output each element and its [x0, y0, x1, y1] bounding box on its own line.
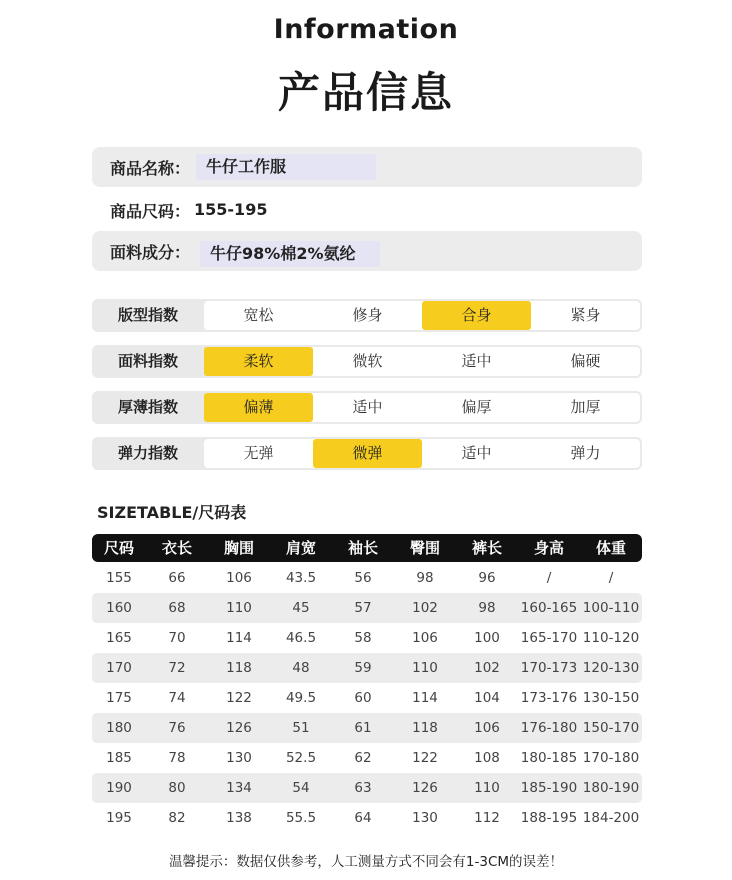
table-cell: 59: [354, 660, 372, 676]
title-english: Information: [273, 14, 459, 45]
table-cell: 176-180: [520, 720, 578, 736]
table-cell: 165: [106, 630, 132, 646]
table-cell: 104: [474, 690, 500, 706]
table-row: [92, 593, 642, 623]
table-cell: 185: [106, 750, 132, 766]
table-cell: 62: [354, 750, 372, 766]
product-size-label: 商品尺码：: [110, 201, 191, 221]
table-cell: 66: [168, 570, 186, 586]
table-cell: 64: [354, 810, 372, 826]
index-option-selected: 合身: [422, 301, 531, 330]
table-cell: 106: [226, 570, 252, 586]
table-row: [92, 653, 642, 683]
table-cell: 190: [106, 780, 132, 796]
table-cell: 155: [106, 570, 132, 586]
size-table: [92, 534, 642, 833]
table-row: [92, 623, 642, 653]
table-cell: 130: [226, 750, 252, 766]
index-label: 厚薄指数: [117, 398, 178, 416]
table-cell: 160: [106, 600, 132, 616]
table-cell: 180-185: [520, 750, 578, 766]
table-cell: 110: [474, 780, 500, 796]
table-cell: 170: [106, 660, 132, 676]
size-table-title: SIZETABLE/尺码表: [97, 503, 247, 522]
table-cell: 110: [412, 660, 438, 676]
table-row: [92, 803, 642, 833]
info-row-name: [92, 147, 642, 187]
table-cell: 100: [474, 630, 500, 646]
table-cell: 110-120: [582, 630, 640, 646]
index-label: 版型指数: [117, 306, 178, 324]
table-row: [92, 713, 642, 743]
index-row: [92, 437, 642, 470]
table-cell: 118: [412, 720, 438, 736]
table-cell: 150-170: [582, 720, 640, 736]
table-row: [92, 773, 642, 803]
table-cell: 98: [416, 570, 434, 586]
table-cell: 126: [226, 720, 252, 736]
table-cell: /: [546, 570, 552, 586]
index-option: 适中: [461, 352, 492, 370]
table-header-cell: 身高: [533, 539, 564, 557]
table-cell: 188-195: [520, 810, 578, 826]
table-cell: 80: [168, 780, 186, 796]
index-options: [204, 301, 640, 330]
table-cell: 106: [474, 720, 500, 736]
table-header: [92, 534, 642, 562]
table-cell: 114: [226, 630, 252, 646]
index-option: 偏厚: [461, 398, 492, 416]
table-cell: 195: [106, 810, 132, 826]
table-cell: 170-173: [520, 660, 578, 676]
index-option: 无弹: [243, 444, 274, 462]
table-cell: 110: [226, 600, 252, 616]
table-cell: 118: [226, 660, 252, 676]
table-cell: 126: [412, 780, 438, 796]
table-cell: 160-165: [520, 600, 578, 616]
table-cell: 170-180: [582, 750, 640, 766]
table-cell: 70: [168, 630, 186, 646]
table-cell: 180: [106, 720, 132, 736]
table-cell: 130: [412, 810, 438, 826]
table-cell: 96: [478, 570, 496, 586]
title-chinese: 产品信息: [277, 68, 454, 117]
table-header-cell: 胸围: [223, 539, 254, 557]
table-cell: 185-190: [520, 780, 578, 796]
table-cell: 102: [474, 660, 500, 676]
table-cell: 72: [168, 660, 186, 676]
index-option: 宽松: [243, 306, 274, 324]
table-cell: 49.5: [285, 690, 317, 706]
table-row: [92, 563, 642, 593]
index-options: [204, 393, 640, 422]
index-option: 修身: [352, 306, 383, 324]
product-name-label: 商品名称：: [110, 158, 191, 178]
product-name-value: 牛仔工作服: [196, 154, 376, 180]
table-cell: 108: [474, 750, 500, 766]
table-cell: /: [608, 570, 614, 586]
table-cell: 74: [168, 690, 186, 706]
info-row-size: [92, 190, 642, 230]
table-body: [92, 563, 642, 833]
table-header-cell: 肩宽: [285, 539, 316, 557]
table-cell: 57: [354, 600, 372, 616]
table-header-cell: 衣长: [161, 539, 192, 557]
table-cell: 102: [412, 600, 438, 616]
index-row: [92, 391, 642, 424]
index-option-selected: 柔软: [204, 347, 313, 376]
index-option-selected: 微弹: [313, 439, 422, 468]
table-header-cell: 臀围: [409, 539, 440, 557]
index-label: 弹力指数: [117, 444, 178, 462]
table-cell: 78: [168, 750, 186, 766]
index-option: 弹力: [570, 444, 601, 462]
table-cell: 134: [226, 780, 252, 796]
index-option: 适中: [461, 444, 492, 462]
product-size-value: 155-195: [194, 200, 268, 219]
table-cell: 46.5: [285, 630, 317, 646]
table-cell: 173-176: [520, 690, 578, 706]
table-cell: 122: [412, 750, 438, 766]
table-cell: 120-130: [582, 660, 640, 676]
index-row: [92, 345, 642, 378]
index-row: [92, 299, 642, 332]
table-cell: 52.5: [285, 750, 317, 766]
table-cell: 98: [478, 600, 496, 616]
table-cell: 51: [292, 720, 310, 736]
table-cell: 56: [354, 570, 372, 586]
footnote: 温馨提示：数据仅供参考，人工测量方式不同会有1-3CM的误差！: [168, 854, 564, 870]
table-cell: 165-170: [520, 630, 578, 646]
table-row: [92, 743, 642, 773]
table-cell: 48: [292, 660, 310, 676]
table-header-cell: 体重: [595, 539, 626, 557]
table-cell: 55.5: [285, 810, 317, 826]
table-cell: 82: [168, 810, 186, 826]
table-cell: 76: [168, 720, 186, 736]
index-options: [204, 347, 640, 376]
fabric-label: 面料成分：: [110, 242, 191, 262]
table-cell: 54: [292, 780, 310, 796]
table-cell: 184-200: [582, 810, 640, 826]
index-options: [204, 439, 640, 468]
table-cell: 58: [354, 630, 372, 646]
table-cell: 63: [354, 780, 372, 796]
index-option-selected: 偏薄: [204, 393, 313, 422]
table-cell: 114: [412, 690, 438, 706]
table-cell: 122: [226, 690, 252, 706]
index-option: 偏硬: [570, 352, 601, 370]
table-cell: 175: [106, 690, 132, 706]
index-option: 适中: [352, 398, 383, 416]
table-cell: 68: [168, 600, 186, 616]
table-cell: 106: [412, 630, 438, 646]
index-option: 紧身: [570, 306, 601, 324]
table-cell: 61: [354, 720, 372, 736]
table-cell: 138: [226, 810, 252, 826]
table-cell: 180-190: [582, 780, 640, 796]
table-cell: 43.5: [285, 570, 317, 586]
index-label: 面料指数: [117, 352, 178, 370]
index-option: 微软: [352, 352, 383, 370]
fabric-value: 牛仔98%棉2%氨纶: [200, 241, 380, 267]
table-header-cell: 袖长: [347, 539, 378, 557]
index-option: 加厚: [570, 398, 601, 416]
table-cell: 100-110: [582, 600, 640, 616]
table-cell: 112: [474, 810, 500, 826]
table-row: [92, 683, 642, 713]
table-header-cell: 尺码: [103, 539, 134, 557]
table-cell: 60: [354, 690, 372, 706]
table-header-cell: 裤长: [471, 539, 502, 557]
info-row-fabric: [92, 231, 642, 271]
table-cell: 130-150: [582, 690, 640, 706]
table-cell: 45: [292, 600, 310, 616]
